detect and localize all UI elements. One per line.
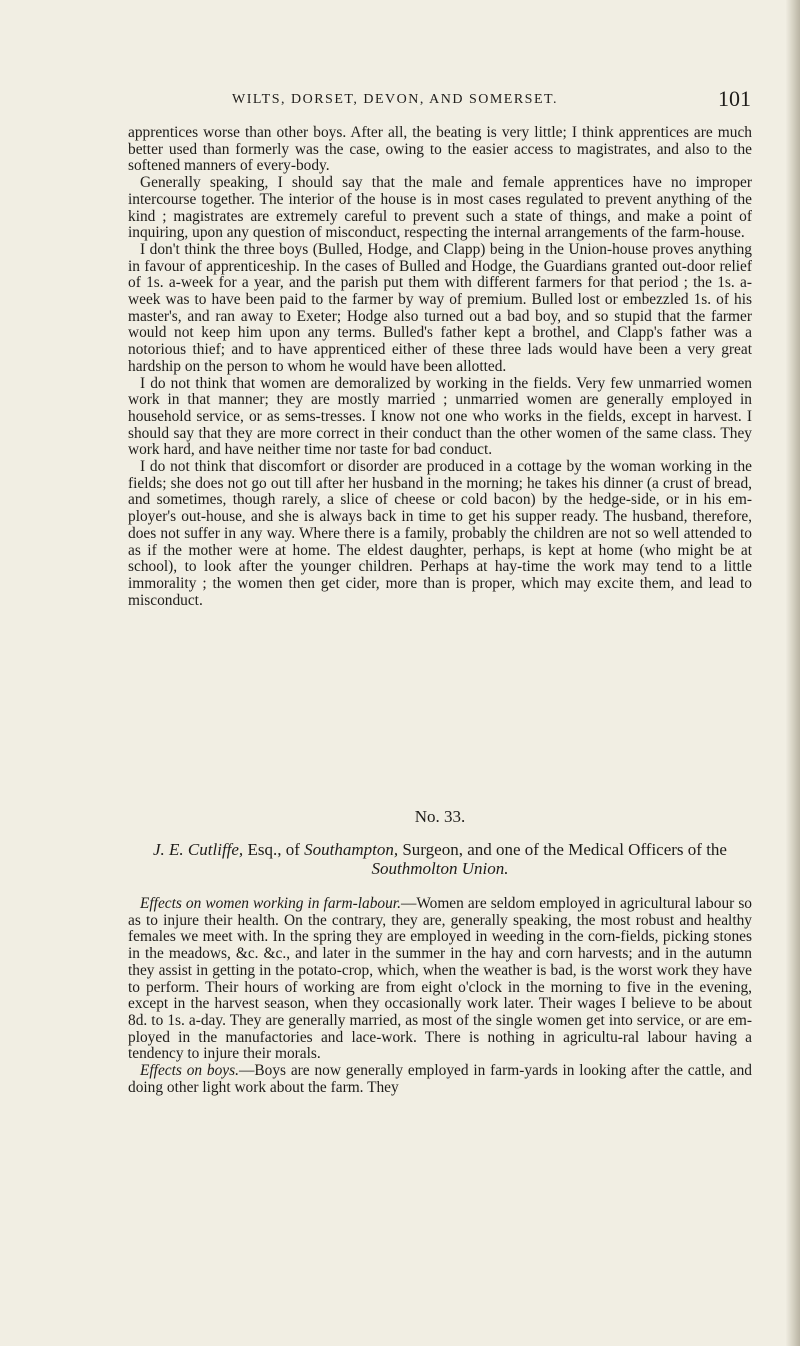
running-head — [232, 92, 752, 108]
paragraph: Generally speaking, I should say that the male and female apprentices have no improper intercourse together. The interior of the house is in most cases regulated to prevent anything of the kind ; magistrates are extremely careful to prevent such a state of things, and make a point of inquiring, upon any question of misconduct, respecting the internal arrangements of the farm-house. — [128, 174, 752, 242]
witness-role: Surgeon, and one of the Medical Officers of the — [398, 840, 727, 859]
paragraph: I do not think that women are demoralized by working in the fields. Very few unmarried women work in that manner; they are mostly married ; unmarried women are generally employed in household service, or as sems-tresses. I know not one who works in the fields, except in harvest. I should say that they are more correct in their conduct than the other women of the same class. They work hard, and have neither time nor taste for bad conduct. — [128, 374, 752, 459]
evidence-paragraph — [128, 1063, 752, 1096]
evidence-paragraph — [128, 896, 752, 1063]
witness-heading — [128, 840, 752, 878]
evidence-heading: Effects on boys. — [140, 1062, 239, 1080]
page-edge — [786, 0, 800, 1346]
paragraph: apprentices worse than other boys. After all, the beating is very little; I think apprentices are much better used than formerly was the case, owing to the easier access to magistrates, and also to the softened manners of every-body. — [128, 124, 752, 175]
paragraph: I don't think the three boys (Bulled, Hodge, and Clapp) being in the Union-house proves anything in favour of apprenticeship. In the cases of Bulled and Hodge, the Guardians granted out-door relief of 1s. a-week for a year, and the parish put them with different farmers for that period ; the 1s. a-week was to have been paid to the farmer by way of premium. Bulled lost or embezzled 1s. of his master's, and ran away to Exeter; Hodge also turned out a bad boy, and so stupid that the farmer would not keep him upon any terms. Bulled's father kept a brothel, and Clapp's father was a notorious thief; and to have apprenticed either of these three lads would have been a very great hardship on the person to whom he would have been allotted. — [128, 240, 752, 375]
running-title: WILTS, DORSET, DEVON, AND SOMERSET. — [232, 92, 559, 107]
evidence-text — [128, 896, 752, 1096]
page-number: 101 — [718, 86, 751, 111]
witness-place: Southampton, — [304, 840, 399, 859]
witness-union: Southmolton Union. — [371, 859, 509, 878]
evidence-body: —Boys are now generally employed in farm-yards in looking after the cattle, and doing other light work about the farm. They — [128, 1062, 752, 1096]
paragraph: I do not think that discomfort or disorder are produced in a cottage by the woman working in the fields; she does not go out till after her husband in the morning; he takes his dinner (a crust of bread, and sometimes, though rarely, a slice of cheese or cold bacon) by the hedge-side, or in his em-ployer's out-house, and she is always back in time to get his supper ready. The husband, therefore, does not suffer in any way. Where there is a family, probably the children are not so well attended to as if the mother were at home. The eldest daughter, perhaps, is kept at home (who might be at school), to look after the younger children. Perhaps at hay-time the work may tend to a little immorality ; the women then get cider, more than is proper, which may excite them, and lead to misconduct. — [128, 458, 752, 609]
evidence-body: —Women are seldom employed in agricultural labour so as to injure their health. On the contrary, they are, generally speaking, the most robust and healthy females we meet with. In the spring they are employed in weeding in the corn-fields, picking stones in the meadows, &c. &c., and later in the summer in the hay and corn harvests; and in the autumn they assist in getting in the potato-crop, which, when the weather is bad, is the worst work they have to perform. Their hours of working are from eight o'clock in the morning to five in the evening, except in the harvest season, when they occasionally work later. Their wages I believe to be about 8d. to 1s. a-day. They are generally married, as most of the single women get into service, or are em-ployed in the manufactories and lace-work. There is nothing in agricultu-ral labour having a tendency to injure their morals. — [128, 895, 753, 1063]
body-text — [128, 125, 752, 609]
section-number: No. 33. — [414, 807, 466, 826]
witness-title: Esq., of — [243, 840, 305, 859]
evidence-heading: Effects on women working in farm-labour. — [140, 895, 401, 912]
witness-name: J. E. Cutliffe, — [153, 840, 244, 859]
